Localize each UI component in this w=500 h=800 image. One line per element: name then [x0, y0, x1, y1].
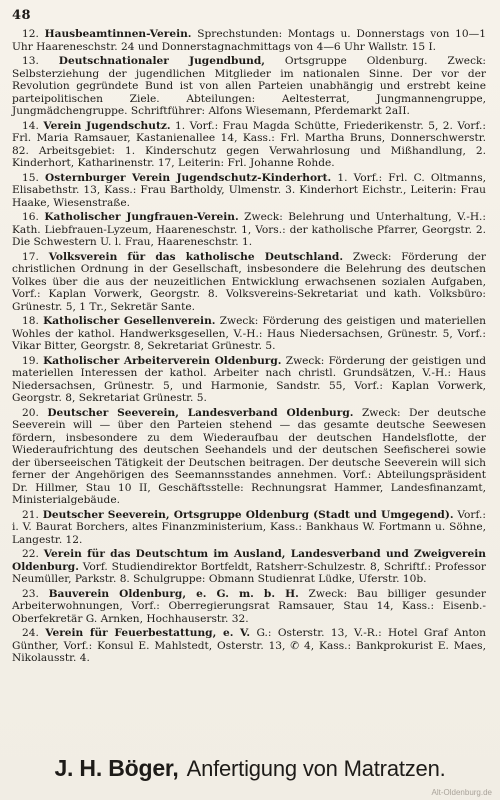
entry-title: Katholischer Arbeiterverein Oldenburg. [43, 354, 282, 367]
entry-body: 1. Vorf.: Frl. C. Oltmanns, Elisabethstr. 13, Kass.: Frau Bartholdy, Ulmenstr. 3. Kinderhort Eichstr., Leiterin: Frau Haake, Wiesenstraße. [12, 171, 486, 209]
entry-13: 13. Deutschnationaler Jugendbund, Ortsgruppe Oldenburg. Zweck: Selbsterziehung der jugendlichen Mitglieder im nationalen Sinne. Der vor der Revolution gegründete Bund ist von allen Parteien unabhängig und erstrebt keine parteipolitischen Ziele. Abteilungen: Aeltesterrat, Jungmannengruppe, Jungmädchengruppe. Schriftführer: Alfons Wiesemann, Pferdemarkt 2aII. [12, 55, 486, 117]
entry-id: 20 [22, 406, 36, 419]
entry-body: Zweck: Förderung der geistigen und materiellen Interessen der kathol. Arbeiter nach christl. Grundsätzen, V.-H.: Haus Niedersachsen, Grünestr. 5, und Harmonie, Sandstr. 55, Vorf.: Kaplan Vorwerk, Georgstr. 8, Sekretariat Grünestr. 5. [12, 354, 486, 404]
entry-20: 20. Deutscher Seeverein, Landesverband Oldenburg. Zweck: Der deutsche Seeverein will — über den Parteien stehend — das gesamte deutsche Seewesen fördern, insbesondere zu dem Wiederaufbau der deutschen Handelsflotte, der Wiederaufrichtung des deutschen Seehandels und der deutschen Seefischerei sowie der überseeischen Tätigkeit der Deutschen beitragen. Der deutsche Seeverein will sich ferner der Angehörigen des Seemannsstandes annehmen. Vorf.: Abteilungspräsident Dr. Hillmer, Stau 10 II, Geschäftsstelle: Rechnungsrat Hammer, Landesfinanzamt, Ministerialgebäude. [12, 406, 486, 506]
advertisement-text: Anfertigung von Matratzen. [186, 756, 446, 781]
entry-body: Zweck: Belehrung und Unterhaltung, V.-H.: Kath. Liebfrauen-Lyzeum, Haareneschstr. 1, Vors.: der katholische Pfarrer, Georgstr. 2. Die Schwestern U. l. Frau, Haareneschstr. 1. [12, 211, 486, 248]
entry-title: Verein für das Deutschtum im Ausland, Landesverband und Zweigverein Oldenburg. [12, 548, 486, 573]
site-watermark: Alt-Oldenburg.de [431, 788, 492, 797]
entry-id: 15 [22, 171, 36, 184]
entry-title: Deutscher Seeverein, Ortsgruppe Oldenburg (Stadt und Umgegend). [42, 508, 454, 521]
entry-body: Vorf.: i. V. Baurat Borchers, altes Finanzministerium, Kass.: Bankhaus W. Fortmann u. Söhne, Langestr. 12. [12, 508, 486, 546]
entry-body: G.: Osterstr. 13, V.-R.: Hotel Graf Anton Günther, Vorf.: Konsul E. Mahlstedt, Osterstr. 13, ✆ 4, Kass.: Bankprokurist E. Maes, Nikolausstr. 4. [12, 627, 486, 664]
entry-17: 17. Volksverein für das katholische Deutschland. Zweck: Förderung der christlichen Ordnung in der Gesellschaft, insbesondere die Belehrung des deutschen Volkes über die aus der neuzeitlichen Entwicklung erwachsenen sozialen Aufgaben, Vorf.: Kaplan Vorwerk, Georgstr. 8. Volksvereins-Sekretariat und kath. Volksbüro: Grünestr. 5, 1 Tr., Sekretär Sante. [12, 250, 486, 313]
matratzen-advertisement [12, 755, 488, 782]
entry-15: 15. Osternburger Verein Jugendschutz-Kinderhort. 1. Vorf.: Frl. C. Oltmanns, Elisabethstr. 13, Kass.: Frau Bartholdy, Ulmenstr. 3. Kinderhort Eichstr., Leiterin: Frau Haake, Wiesenstraße. [12, 171, 486, 209]
entry-body: Ortsgruppe Oldenburg. Zweck: Selbsterziehung der jugendlichen Mitglieder im nationalen Sinne. Der vor der Revolution gegründete Bund ist von allen Parteien unabhängig und erstrebt keine parteipolitischen Ziele. Abteilungen: Aeltesterrat, Jungmannengruppe, Jungmädchengruppe. Schriftführer: Alfons Wiesemann, Pferdemarkt 2aII. [12, 55, 486, 117]
entry-21: 21. Deutscher Seeverein, Ortsgruppe Oldenburg (Stadt und Umgegend). Vorf.: i. V. Baurat Borchers, altes Finanzministerium, Kass.: Bankhaus W. Fortmann u. Söhne, Langestr. 12. [12, 508, 486, 546]
entry-id: 22 [22, 548, 36, 560]
entry-title: Osternburger Verein Jugendschutz-Kinderhort. [45, 171, 332, 184]
entry-12: 12. Hausbeamtinnen-Verein. Sprechstunden: Montags u. Donnerstags von 10—1 Uhr Haareneschstr. 24 und Donnerstagnachmittags von 4—6 Uhr Wallstr. 15 I. [12, 28, 486, 53]
page-number: 48 [12, 8, 32, 23]
entry-body: Zweck: Förderung der christlichen Ordnung in der Gesellschaft, insbesondere die Belehrung des deutschen Volkes über die aus der neuzeitlichen Entwicklung erwachsenen sozialen Aufgaben, Vorf.: Kaplan Vorwerk, Georgstr. 8. Volksvereins-Sekretariat und kath. Volksbüro: Grünestr. 5, 1 Tr., Sekretär Sante. [12, 250, 486, 313]
entry-body: 1. Vorf.: Frau Magda Schütte, Friederikenstr. 5, 2. Vorf.: Frl. Maria Ramsauer, Kastanienallee 14, Kass.: Frl. Martha Bruns, Donnerschwerstr. 82. Arbeitsgebiet: 1. Kinderschutz gegen Verwahrlosung und Mißhandlung, 2. Kinderhort, Katharinenstr. 17, Leiterin: Frl. Johanne Rohde. [12, 119, 486, 169]
entry-16: 16. Katholischer Jungfrauen-Verein. Zweck: Belehrung und Unterhaltung, V.-H.: Kath. Liebfrauen-Lyzeum, Haareneschstr. 1, Vors.: der katholische Pfarrer, Georgstr. 2. Die Schwestern U. l. Frau, Haareneschstr. 1. [12, 211, 486, 248]
entries-list [12, 28, 486, 667]
entry-title: Bauverein Oldenburg, e. G. m. b. H. [48, 587, 299, 600]
entry-id: 17 [22, 250, 36, 263]
entry-title: Deutschnationaler Jugendbund, [58, 55, 265, 67]
entry-title: Deutscher Seeverein, Landesverband Oldenburg. [47, 406, 354, 419]
entry-body: Vorf. Studiendirektor Bortfeldt, Ratsherr-Schulzestr. 8, Schriftf.: Professor Neumüller, Parkstr. 8. Schulgruppe: Obmann Studienrat Lüdke, Uferstr. 10b. [12, 560, 486, 585]
entry-id: 16 [22, 211, 36, 223]
entry-14: 14. Verein Jugendschutz. 1. Vorf.: Frau Magda Schütte, Friederikenstr. 5, 2. Vorf.: Frl. Maria Ramsauer, Kastanienallee 14, Kass.: Frl. Martha Bruns, Donnerschwerstr. 82. Arbeitsgebiet: 1. Kinderschutz gegen Verwahrlosung und Mißhandlung, 2. Kinderhort, Katharinenstr. 17, Leiterin: Frl. Johanne Rohde. [12, 119, 486, 169]
entry-23: 23. Bauverein Oldenburg, e. G. m. b. H. Zweck: Bau billiger gesunder Arbeiterwohnungen, Vorf.: Oberregierungsrat Ramsauer, Stau 14, Kass.: Eisenb.-Oberfekretär G. Arnken, Hochhauserstr. 32. [12, 587, 486, 625]
entry-18: 18. Katholischer Gesellenverein. Zweck: Förderung des geistigen und materiellen Wohles der kathol. Handwerksgesellen, V.-H.: Haus Niedersachsen, Grünestr. 5, Vorf.: Vikar Bitter, Georgstr. 8, Sekretariat Grünestr. 5. [12, 315, 486, 352]
entry-24: 24. Verein für Feuerbestattung, e. V. G.: Osterstr. 13, V.-R.: Hotel Graf Anton Günther, Vorf.: Konsul E. Mahlstedt, Osterstr. 13, ✆ 4, Kass.: Bankprokurist E. Maes, Nikolausstr. 4. [12, 627, 486, 664]
entry-body: Zweck: Der deutsche Seeverein will — über den Parteien stehend — das gesamte deutsche Seewesen fördern, insbesondere zu dem Wiederaufbau der deutschen Handelsflotte, der Wiederaufrichtung des deutschen Seehandels und der deutschen Seefischerei sowie der überseeischen Tätigkeit der Deutschen beitragen. Der deutsche Seeverein will sich ferner der Angehörigen des Seemannsstandes annehmen. Vorf.: Abteilungspräsident Dr. Hillmer, Stau 10 II, Geschäftsstelle: Rechnungsrat Hammer, Landesfinanzamt, Ministerialgebäude. [12, 406, 486, 506]
entry-id: 18 [22, 315, 36, 327]
entry-id: 19 [22, 354, 36, 367]
entry-body: Sprechstunden: Montags u. Donnerstags von 10—1 Uhr Haareneschstr. 24 und Donnerstagnachmittags von 4—6 Uhr Wallstr. 15 I. [12, 28, 486, 53]
entry-title: Verein Jugendschutz. [43, 119, 171, 132]
entry-id: 12 [22, 28, 36, 40]
entry-title: Katholischer Gesellenverein. [43, 315, 216, 327]
entry-id: 23 [22, 587, 36, 600]
entry-22: 22. Verein für das Deutschtum im Ausland, Landesverband und Zweigverein Oldenburg. Vorf. Studiendirektor Bortfeldt, Ratsherr-Schulzestr. 8, Schriftf.: Professor Neumüller, Parkstr. 8. Schulgruppe: Obmann Studienrat Lüdke, Uferstr. 10b. [12, 548, 486, 585]
entry-title: Volksverein für das katholische Deutschland. [48, 250, 344, 263]
entry-title: Verein für Feuerbestattung, e. V. [45, 627, 251, 639]
entry-id: 14 [22, 119, 36, 132]
entry-id: 24 [22, 627, 36, 639]
entry-body: Zweck: Bau billiger gesunder Arbeiterwohnungen, Vorf.: Oberregierungsrat Ramsauer, Stau 14, Kass.: Eisenb.-Oberfekretär G. Arnken, Hochhauserstr. 32. [12, 587, 486, 625]
entry-id: 13 [22, 55, 36, 67]
entry-19: 19. Katholischer Arbeiterverein Oldenburg. Zweck: Förderung der geistigen und materiellen Interessen der kathol. Arbeiter nach christl. Grundsätzen, V.-H.: Haus Niedersachsen, Grünestr. 5, und Harmonie, Sandstr. 55, Vorf.: Kaplan Vorwerk, Georgstr. 8, Sekretariat Grünestr. 5. [12, 354, 486, 404]
entry-title: Katholischer Jungfrauen-Verein. [44, 211, 239, 223]
entry-id: 21 [22, 508, 36, 521]
advertiser-name: J. H. Böger, [54, 755, 179, 781]
entry-title: Hausbeamtinnen-Verein. [44, 28, 192, 40]
entry-body: Zweck: Förderung des geistigen und materiellen Wohles der kathol. Handwerksgesellen, V.-H.: Haus Niedersachsen, Grünestr. 5, Vorf.: Vikar Bitter, Georgstr. 8, Sekretariat Grünestr. 5. [12, 315, 486, 352]
